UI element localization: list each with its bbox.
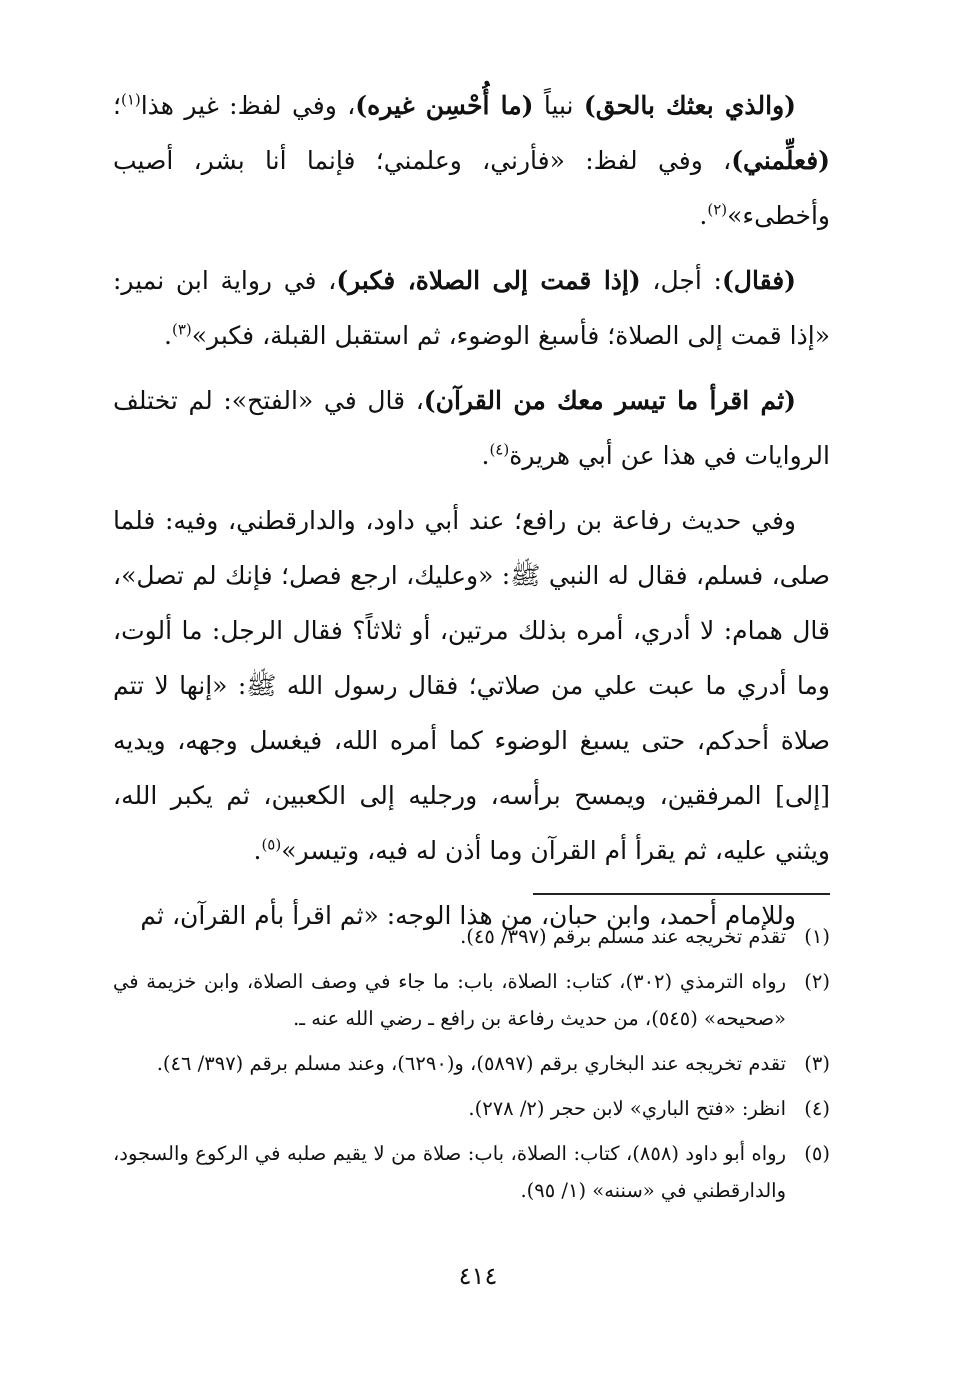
footnote-number: (٣) — [804, 1052, 830, 1075]
footnote-ref-5: (٥) — [261, 835, 282, 854]
footnote-ref-2: (٢) — [707, 200, 728, 219]
quote-text: (ما أُحْسِن غيره) — [355, 91, 534, 120]
footnote-text: تقدم تخريجه عند البخاري برقم (٥٨٩٧)، و(٦٢٩٠)، وعند مسلم برقم (٣٩٧/ ٤٦). — [156, 1052, 786, 1075]
footnote-text: رواه الترمذي (٣٠٢)، كتاب: الصلاة، باب: ما جاء في وصف الصلاة، وابن خزيمة في «صحيحه» (٥٤٥)، من حديث رفاعة بن رافع ـ رضي الله عنه ـ. — [113, 970, 787, 1030]
text-run: ؛ — [113, 91, 121, 120]
footnote-text: انظر: «فتح الباري» لابن حجر (٢/ ٢٧٨). — [468, 1097, 786, 1120]
footnote-number: (٥) — [804, 1142, 830, 1165]
text-run: ، في رواية ابن نمير: «إذا قمت إلى الصلاة؛ فأسبغ الوضوء، ثم استقبل القبلة، فكبر» — [113, 266, 830, 350]
footnote-1 — [113, 918, 830, 955]
footnote-number: (٢) — [804, 970, 830, 993]
quote-text: (ثم اقرأ ما تيسر معك من القرآن) — [423, 386, 796, 415]
text-run: . — [253, 836, 262, 865]
footnote-ref-4: (٤) — [489, 440, 510, 459]
quote-text: (إذا قمت إلى الصلاة، فكبر) — [336, 266, 641, 295]
footnote-5 — [113, 1135, 830, 1209]
footnote-number: (٤) — [804, 1097, 830, 1120]
paragraph-3 — [113, 373, 830, 483]
footnote-ref-1: (١) — [120, 90, 141, 109]
page-number: ٤١٤ — [458, 1262, 498, 1290]
footnote-text: رواه أبو داود (٨٥٨)، كتاب: الصلاة، باب: صلاة من لا يقيم صلبه في الركوع والسجود، والدارقطني في «سننه» (١/ ٩٥). — [113, 1142, 787, 1202]
footnote-4 — [113, 1090, 830, 1127]
text-run: . — [699, 201, 708, 230]
text-run: وللإمام أحمد، وابن حبان، من هذا الوجه: «ثم اقرأ بأم القرآن، ثم — [140, 901, 796, 930]
footnote-number: (١) — [804, 925, 830, 948]
quote-text: (والذي بعثك بالحق) — [583, 91, 796, 120]
paragraph-1 — [113, 78, 830, 243]
paragraph-4 — [113, 493, 830, 878]
text-run: ، وفي لفظ: «فأرني، وعلمني؛ فإنما أنا بشر، أصيب وأخطىء» — [113, 146, 830, 230]
text-run: ، قال في «الفتح»: لم تختلف الروايات في هذا عن أبي هريرة — [113, 386, 830, 470]
text-run: وفي حديث رفاعة بن رافع؛ عند أبي داود، والدارقطني، وفيه: فلما صلى، فسلم، فقال له النبي ﷺ: «وعليك، ارجع فصل؛ فإنك لم تصل»، قال همام: لا أدري، أمره بذلك مرتين، أو ثلاثاً؟ فقال الرجل: ما ألوت، وما أدري ما عبت علي من صلاتي؛ فقال رسول الله ﷺ: «إنها لا تتم صلاة أحدكم، حتى يسبغ الوضوء كما أمره الله، فيغسل وجهه، ويديه [إلى] المرفقين، ويمسح برأسه، ورجليه إلى الكعبين، ثم يكبر الله، ويثني عليه، ثم يقرأ أم القرآن وما أذن له فيه، وتيسر» — [113, 506, 830, 865]
main-text — [113, 78, 830, 953]
text-run: نبياً — [533, 91, 584, 120]
footnote-divider — [533, 893, 830, 895]
footnote-2 — [113, 963, 830, 1037]
footnote-text: تقدم تخريجه عند مسلم برقم (٣٩٧/ ٤٥). — [460, 925, 786, 948]
quote-text: (فعلِّمني) — [731, 146, 830, 175]
footnotes — [113, 918, 830, 1217]
text-run: : أجل، — [640, 266, 722, 295]
quote-text: (فقال) — [721, 266, 797, 295]
text-run: . — [481, 441, 490, 470]
footnote-ref-3: (٣) — [171, 320, 192, 339]
text-run: . — [164, 321, 172, 350]
paragraph-2 — [113, 253, 830, 363]
footnote-3 — [113, 1045, 830, 1082]
text-run: ، وفي لفظ: غير هذا — [140, 91, 356, 120]
